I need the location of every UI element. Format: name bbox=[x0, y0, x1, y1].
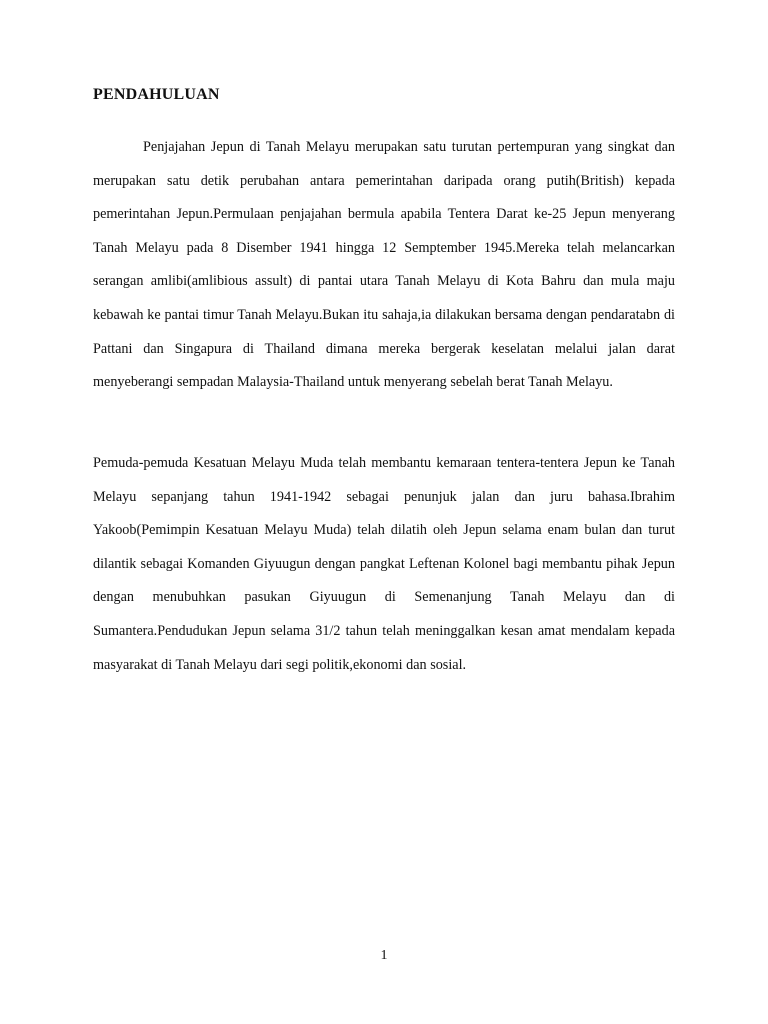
section-heading: PENDAHULUAN bbox=[93, 86, 220, 103]
paragraph-intro: Penjajahan Jepun di Tanah Melayu merupakan satu turutan pertempuran yang singkat dan merupakan satu detik perubahan antara pemerintahan daripada orang putih(British) kepada pemerintahan Jepun.Permulaan penjajahan bermula apabila Tentera Darat ke-25 Jepun menyerang Tanah Melayu pada 8 Disember 1941 hingga 12 Semptember 1945.Mereka telah melancarkan serangan amlibi(amlibious assult) di pantai utara Tanah Melayu di Kota Bahru dan mula maju kebawah ke pantai timur Tanah Melayu.Bukan itu sahaja,ia dilakukan bersama dengan pendaratabn di Pattani dan Singapura di Thailand dimana mereka bergerak keselatan melalui jalan darat menyeberangi sempadan Malaysia-Thailand untuk menyerang sebelah berat Tanah Melayu. bbox=[93, 139, 675, 391]
page-number: 1 bbox=[380, 948, 388, 963]
paragraph-second: Pemuda-pemuda Kesatuan Melayu Muda telah membantu kemaraan tentera-tentera Jepun ke Tanah Melayu sepanjang tahun 1941-1942 sebagai penunjuk jalan dan juru bahasa.Ibrahim Yakoob(Pemimpin Kesatuan Melayu Muda) telah dilatih oleh Jepun selama enam bulan dan turut dilantik sebagai Komanden Giyuugun dengan pangkat Leftenan Kolonel bagi membantu pihak Jepun dengan menubuhkan pasukan Giyuugun di Semenanjung Tanah Melayu dan di Sumantera.Pendudukan Jepun selama 31/2 tahun telah meninggalkan kesan amat mendalam kepada masyarakat di Tanah Melayu dari segi politik,ekonomi dan sosial. bbox=[93, 455, 675, 673]
